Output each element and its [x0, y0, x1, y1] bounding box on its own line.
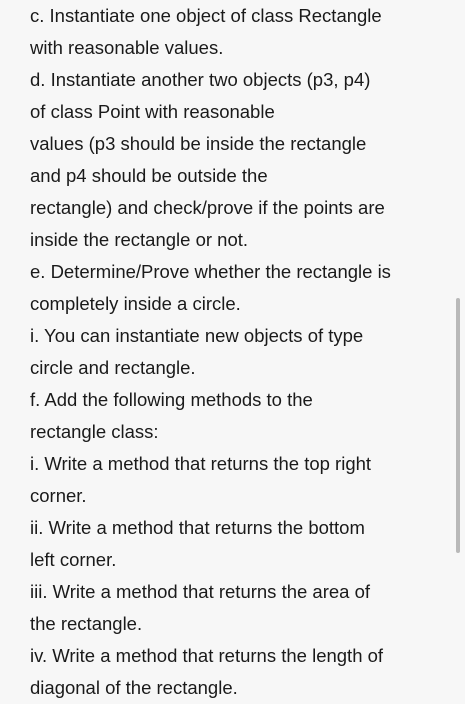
- text-line: and p4 should be outside the: [30, 165, 268, 186]
- text-line: inside the rectangle or not.: [30, 229, 249, 250]
- text-line: iii. Write a method that returns the area of: [30, 581, 371, 602]
- scrollbar[interactable]: [456, 298, 460, 553]
- text-line: diagonal of the rectangle.: [30, 677, 238, 698]
- text-line: with reasonable values.: [30, 37, 224, 58]
- text-line: i. Write a method that returns the top right: [30, 453, 372, 474]
- text-line: corner.: [30, 485, 87, 506]
- text-line: c. Instantiate one object of class Rectangle: [30, 5, 382, 26]
- text-line: the rectangle.: [30, 613, 143, 634]
- text-line: d. Instantiate another two objects (p3, p4): [30, 69, 371, 90]
- text-line: rectangle) and check/prove if the points are: [30, 197, 385, 218]
- text-line: ii. Write a method that returns the bottom: [30, 517, 365, 538]
- text-line: e. Determine/Prove whether the rectangle is: [30, 261, 391, 282]
- text-line: f. Add the following methods to the: [30, 389, 313, 410]
- text-line: values (p3 should be inside the rectangle: [30, 133, 367, 154]
- text-line: iv. Write a method that returns the length of: [30, 645, 384, 666]
- text-line: i. You can instantiate new objects of type: [30, 325, 364, 346]
- text-line: rectangle class:: [30, 421, 159, 442]
- text-line: left corner.: [30, 549, 117, 570]
- document-text: [30, 0, 450, 704]
- text-line: completely inside a circle.: [30, 293, 241, 314]
- text-line: of class Point with reasonable: [30, 101, 275, 122]
- text-line: circle and rectangle.: [30, 357, 196, 378]
